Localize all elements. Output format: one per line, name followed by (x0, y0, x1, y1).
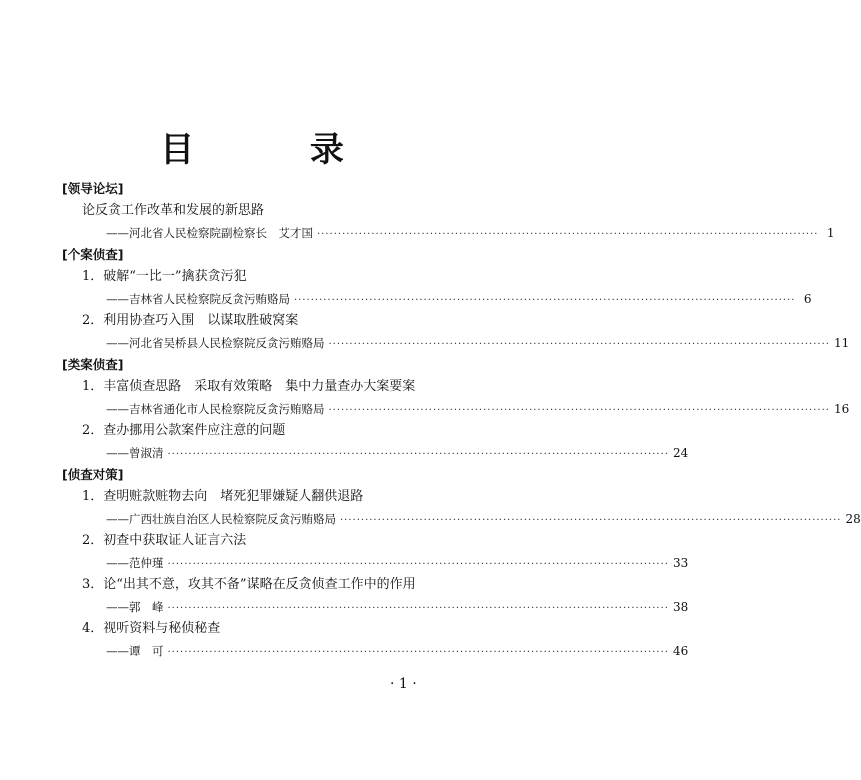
toc-entry-title: 1．查明赃款赃物去向 堵死犯罪嫌疑人翻供退路 (82, 489, 364, 504)
toc-entry-title: 2．查办挪用公款案件应注意的问题 (82, 423, 286, 438)
toc-entry-author: ——郭 峰 (106, 600, 164, 614)
dot-leader: ························································································································ (294, 295, 796, 306)
toc-entry-author: ——吉林省通化市人民检察院反贪污贿赂局 (106, 402, 325, 416)
dot-leader: ························································································································ (317, 229, 819, 240)
toc-entry-page: 28 (845, 512, 861, 526)
dot-leader: ························································································································ (328, 339, 830, 350)
toc-entry-page: 38 (672, 600, 689, 614)
toc-entry-author: ——曾淑清 (106, 446, 164, 460)
toc-entry-byline (64, 332, 850, 354)
toc-entry-title: 2．利用协查巧入围 以谋取胜破窝案 (82, 313, 299, 328)
toc-entry-byline (64, 552, 689, 574)
toc-entry-title: 1．破解“一比一”擒获贪污犯 (82, 269, 247, 284)
toc-entry-author: ——谭 可 (106, 644, 164, 658)
section-heading: [类案侦查] (62, 357, 124, 372)
toc-entry-byline (64, 442, 689, 464)
toc-entry-page: 46 (672, 644, 689, 658)
toc-entry-title: 1．丰富侦查思路 采取有效策略 集中力量查办大案要案 (82, 379, 416, 394)
toc-entry-byline (64, 640, 689, 662)
section-heading: [领导论坛] (62, 181, 124, 196)
toc-entry-title: 3．论“出其不意，攻其不备”谋略在反贪侦查工作中的作用 (82, 577, 416, 592)
table-of-contents (62, 178, 861, 662)
toc-entry-page: 16 (833, 402, 850, 416)
toc-entry-author: ——河北省人民检察院副检察长 艾才国 (106, 226, 313, 240)
dot-leader: ························································································································ (167, 559, 669, 570)
toc-entry-page: 6 (803, 292, 812, 306)
toc-entry-byline (64, 398, 850, 420)
toc-entry-page: 33 (672, 556, 689, 570)
page-title: 目 录 (160, 130, 396, 170)
toc-entry-author: ——广西壮族自治区人民检察院反贪污贿赂局 (106, 512, 336, 526)
dot-leader: ························································································································ (167, 647, 669, 658)
dot-leader: ························································································································ (167, 449, 669, 460)
toc-entry-byline (64, 596, 689, 618)
section-heading: [个案侦查] (62, 247, 124, 262)
toc-entry-title: 2．初查中获取证人证言六法 (82, 533, 247, 548)
toc-entry-page: 24 (672, 446, 689, 460)
dot-leader: ························································································································ (328, 405, 830, 416)
dot-leader: ························································································································ (167, 603, 669, 614)
toc-entry-author: ——范仲瑾 (106, 556, 164, 570)
toc-entry-byline (64, 508, 861, 530)
page-number: · 1 · (390, 676, 417, 692)
section-heading: [侦查对策] (62, 467, 124, 482)
toc-entry-byline (64, 222, 835, 244)
toc-entry-title: 4．视听资料与秘侦秘查 (82, 621, 221, 636)
toc-entry-title: 论反贪工作改革和发展的新思路 (82, 203, 265, 218)
toc-entry-byline (64, 288, 812, 310)
toc-entry-author: ——吉林省人民检察院反贪污贿赂局 (106, 292, 290, 306)
toc-entry-page: 1 (826, 226, 835, 240)
toc-entry-page: 11 (833, 336, 850, 350)
toc-entry-author: ——河北省吴桥县人民检察院反贪污贿赂局 (106, 336, 325, 350)
dot-leader: ························································································································ (340, 515, 842, 526)
